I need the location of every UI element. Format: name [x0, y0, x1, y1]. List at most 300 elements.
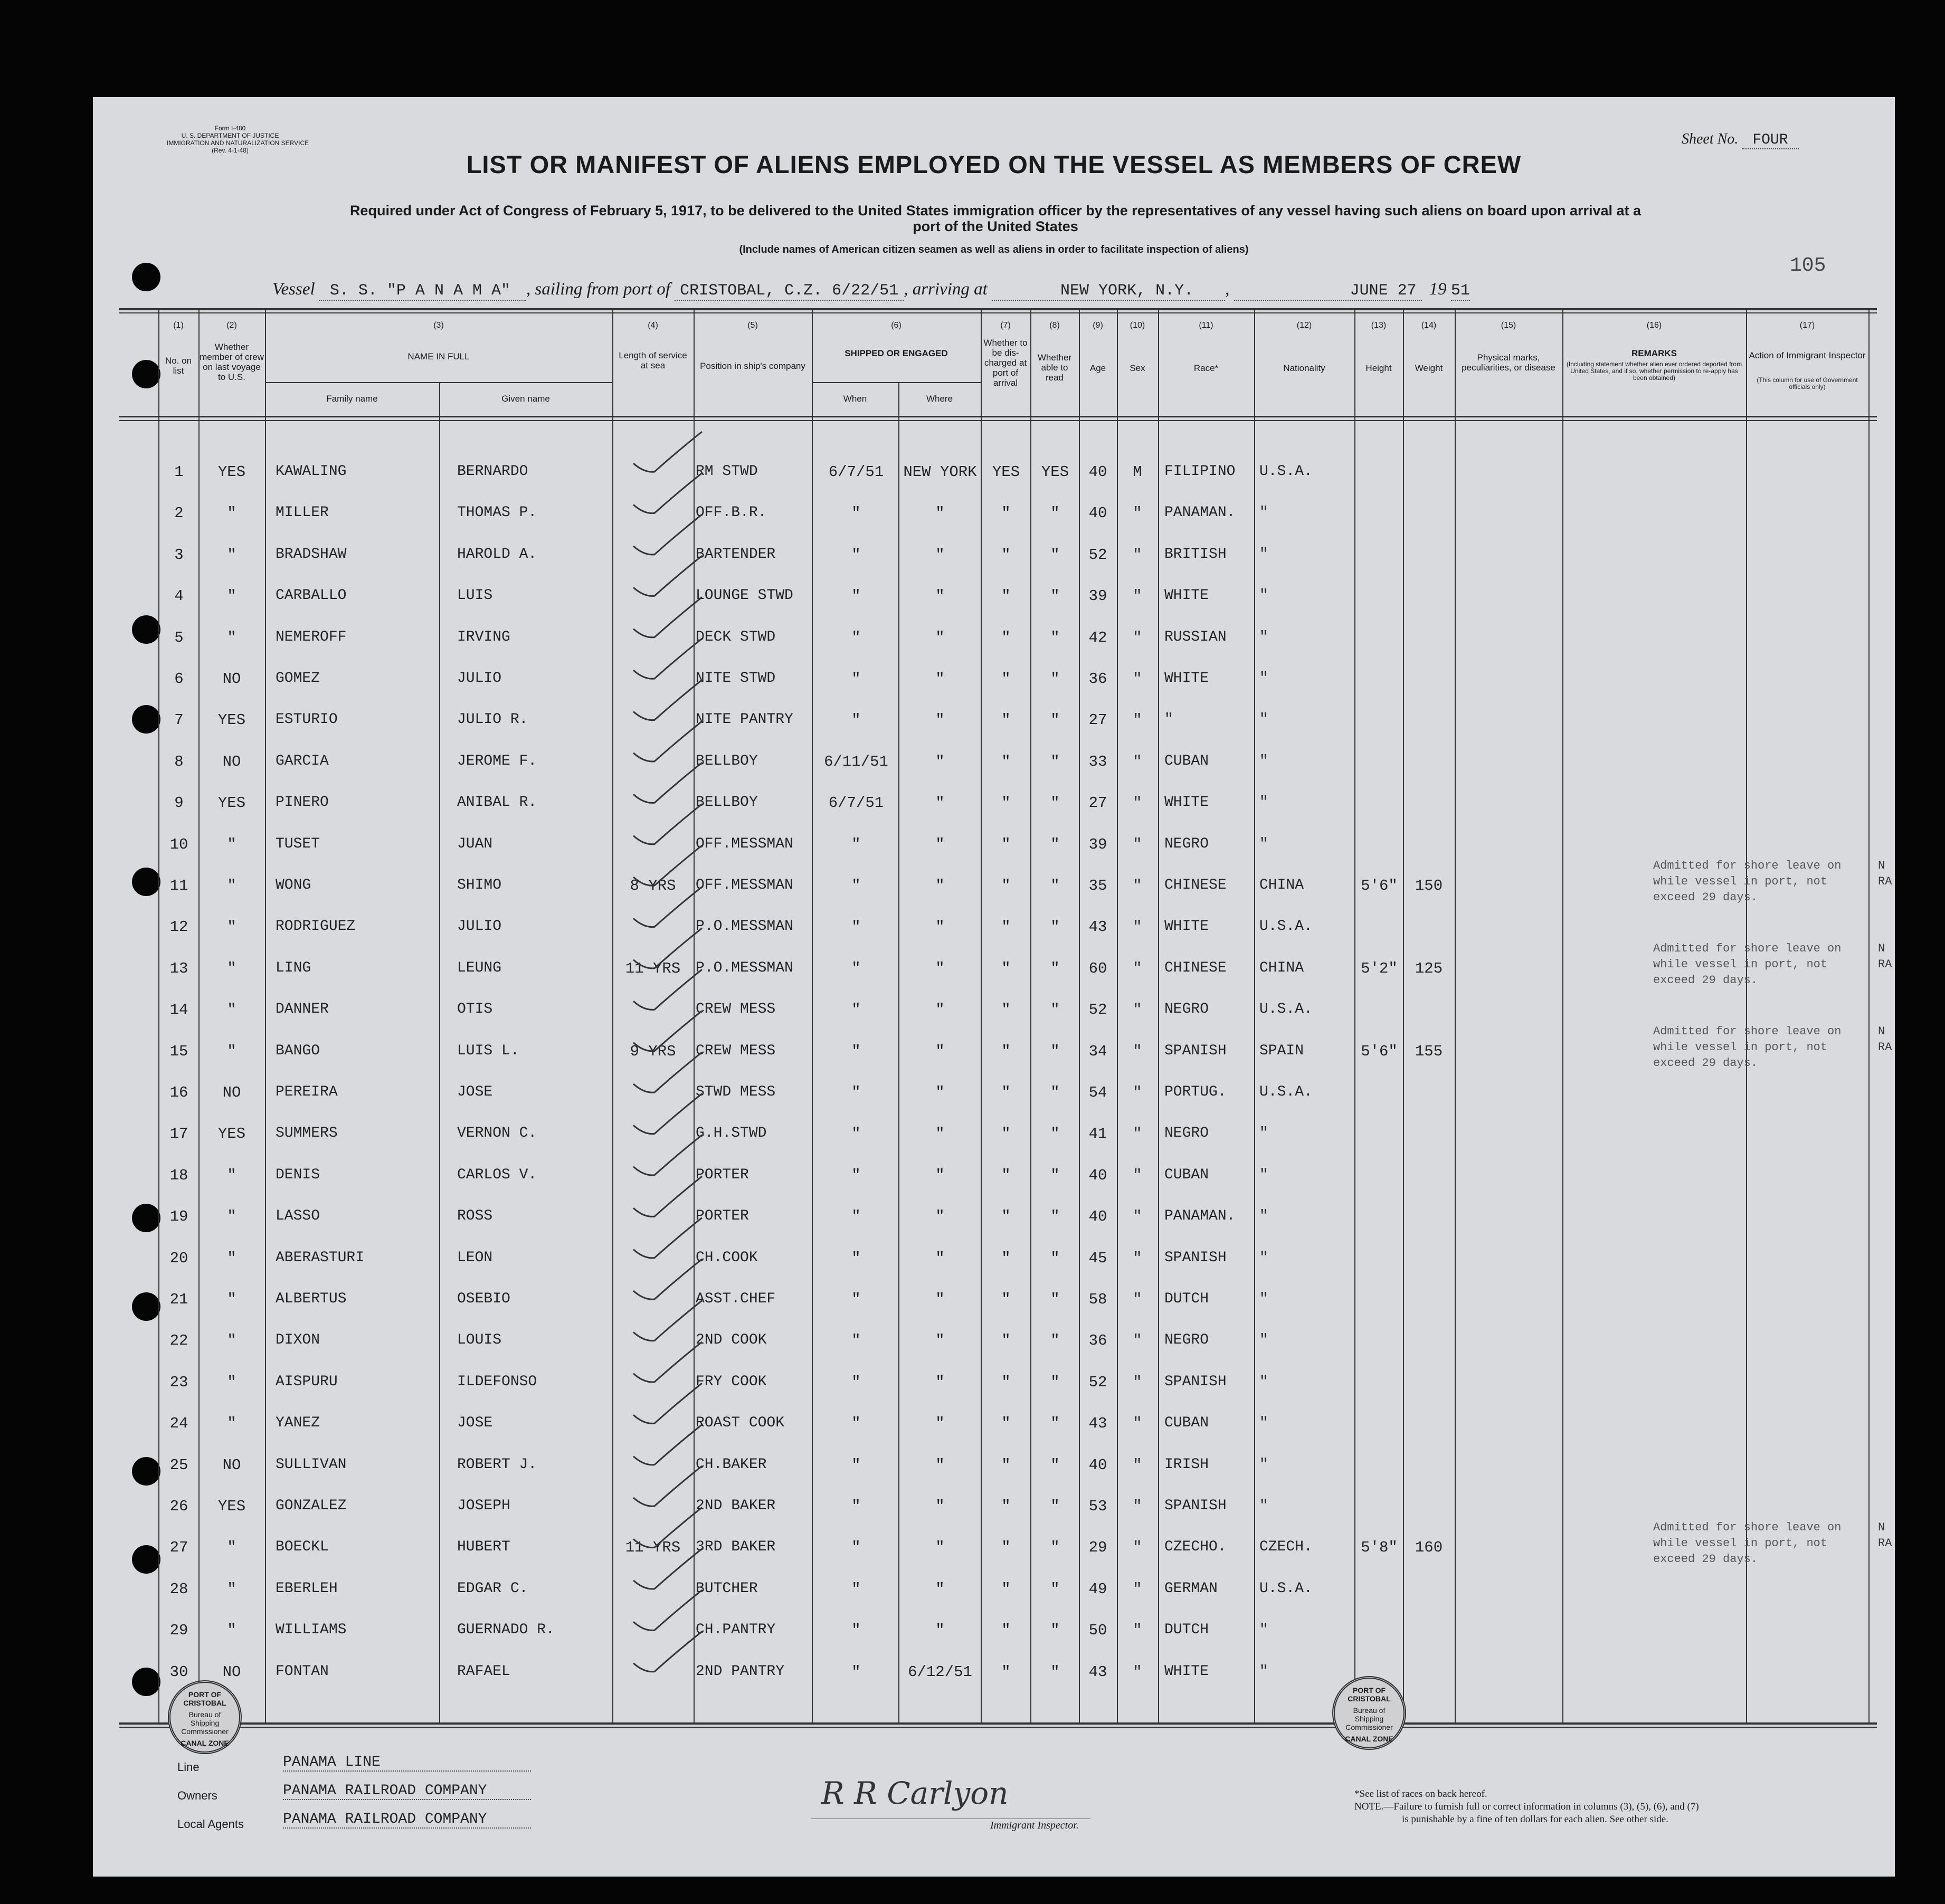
- checkmark-icon: [633, 887, 702, 927]
- cell-shipped-when: 6/7/51: [828, 794, 884, 812]
- cell-position: CH.COOK: [696, 1249, 758, 1266]
- cell-given-name: JOSEPH: [457, 1498, 510, 1514]
- checkmark-icon: [633, 597, 702, 637]
- cell-race: FILIPINO: [1164, 463, 1236, 480]
- cell-sex: ": [1133, 1332, 1142, 1350]
- cell-shipped-where: ": [935, 1001, 945, 1019]
- cell-shipped-when: ": [851, 1498, 861, 1515]
- checkmark-icon: [633, 1383, 702, 1423]
- remark-line: while vessel in port, not: [1653, 957, 1828, 971]
- cell-family-name: AISPURU: [276, 1373, 338, 1390]
- cell-nationality: U.S.A.: [1259, 1084, 1313, 1100]
- cell-shipped-when: ": [851, 1084, 861, 1101]
- cell-given-name: JULIO: [457, 918, 502, 935]
- cell-discharged: ": [1001, 877, 1011, 894]
- cell-previous-voyage: ": [227, 959, 236, 977]
- cell-shipped-where: ": [935, 1498, 945, 1515]
- cell-previous-voyage: NO: [222, 753, 241, 770]
- cell-race: SPANISH: [1164, 1042, 1227, 1059]
- cell-given-name: JUAN: [457, 835, 493, 852]
- cell-nationality: U.S.A.: [1259, 463, 1313, 480]
- cell-sex: ": [1133, 504, 1142, 522]
- cell-race: CHINESE: [1164, 877, 1227, 893]
- cell-given-name: ILDEFONSO: [457, 1373, 537, 1390]
- col-number: (9): [1093, 321, 1103, 330]
- checkmark-icon: [633, 680, 702, 720]
- checkmark-icon: [633, 1300, 702, 1340]
- cell-family-name: GOMEZ: [276, 670, 320, 687]
- cell-position: 2ND BAKER: [696, 1498, 776, 1514]
- col-number: (1): [173, 321, 184, 330]
- cell-row-number: 18: [169, 1166, 188, 1184]
- checkmark-icon: [633, 1466, 702, 1506]
- cell-row-number: 22: [169, 1332, 188, 1350]
- cell-age: 53: [1088, 1498, 1107, 1515]
- punch-hole: [132, 263, 160, 291]
- col-number: (6): [891, 321, 902, 330]
- cell-height: 5'8": [1361, 1539, 1398, 1557]
- cell-discharged: ": [1001, 794, 1011, 812]
- cell-position: ROAST COOK: [696, 1415, 785, 1432]
- cell-shipped-where: ": [935, 753, 945, 770]
- cell-row-number: 9: [174, 794, 184, 812]
- cell-given-name: LEON: [457, 1249, 493, 1266]
- cell-row-number: 26: [169, 1498, 188, 1515]
- cell-family-name: SULLIVAN: [276, 1456, 347, 1473]
- checkmark-icon: [633, 1342, 702, 1382]
- cell-position: BELLBOY: [696, 794, 758, 811]
- cell-previous-voyage: YES: [217, 794, 246, 812]
- cell-able-to-read: ": [1050, 794, 1060, 812]
- action-code: N: [1878, 1024, 1885, 1038]
- cell-previous-voyage: ": [227, 1539, 236, 1557]
- cell-position: RM STWD: [696, 463, 758, 480]
- checkmark-icon: [633, 1176, 702, 1216]
- cell-weight: 155: [1415, 1042, 1443, 1060]
- remark-line: Admitted for shore leave on: [1653, 941, 1842, 955]
- cell-row-number: 1: [174, 463, 184, 481]
- cell-sex: ": [1133, 1291, 1142, 1308]
- cell-previous-voyage: ": [227, 1332, 236, 1350]
- punch-hole: [132, 1457, 160, 1486]
- cell-row-number: 19: [169, 1208, 188, 1226]
- cell-family-name: EBERLEH: [276, 1580, 338, 1597]
- col-number: (11): [1199, 321, 1213, 330]
- col-header-nationality: Nationality: [1283, 363, 1325, 373]
- cell-sex: ": [1133, 670, 1142, 688]
- cell-row-number: 6: [174, 670, 184, 688]
- cell-able-to-read: ": [1050, 1125, 1060, 1143]
- cell-position: PORTER: [696, 1208, 749, 1225]
- cell-shipped-when: ": [851, 1622, 861, 1640]
- remark-line: exceed 29 days.: [1653, 1553, 1758, 1566]
- action-code: RA: [1878, 875, 1892, 888]
- cell-family-name: WILLIAMS: [276, 1622, 347, 1639]
- cell-previous-voyage: ": [227, 877, 236, 894]
- manifest-sheet: [93, 97, 1895, 1877]
- cell-position: OFF.MESSMAN: [696, 835, 793, 852]
- cell-previous-voyage: YES: [217, 1125, 246, 1143]
- cell-given-name: GUERNADO R.: [457, 1622, 555, 1639]
- cell-age: 39: [1088, 587, 1107, 605]
- cell-age: 36: [1088, 1332, 1107, 1350]
- voyage-line: Vessel S. S. "P A N A M A" , sailing from port of CRISTOBAL, C.Z. 6/22/51 , arriving at NEW YORK, N.Y. , JUNE 27 19 51: [272, 280, 1470, 300]
- cell-able-to-read: ": [1050, 1249, 1060, 1267]
- checkmark-icon: [633, 639, 702, 679]
- cell-row-number: 5: [174, 629, 184, 646]
- cell-given-name: JOSE: [457, 1084, 493, 1100]
- remark-line: exceed 29 days.: [1653, 1056, 1758, 1070]
- cell-shipped-where: ": [935, 1622, 945, 1640]
- cell-shipped-where: ": [935, 587, 945, 605]
- cell-sex: ": [1133, 1456, 1142, 1474]
- cell-given-name: LUIS: [457, 587, 493, 604]
- col-number: (17): [1799, 321, 1815, 330]
- cell-shipped-when: 6/7/51: [828, 463, 884, 481]
- cell-age: 52: [1088, 1001, 1107, 1019]
- checkmark-icon: [633, 1052, 702, 1092]
- cell-row-number: 29: [169, 1622, 188, 1640]
- action-code: N: [1878, 1521, 1885, 1535]
- col-header-no: No. on list: [165, 356, 192, 376]
- cell-family-name: ABERASTURI: [276, 1249, 365, 1266]
- cell-family-name: PEREIRA: [276, 1084, 338, 1100]
- punch-hole: [132, 705, 160, 734]
- cell-age: 40: [1088, 1166, 1107, 1184]
- cell-nationality: ": [1259, 1166, 1268, 1183]
- cell-discharged: YES: [992, 463, 1020, 481]
- cell-shipped-when: ": [851, 1042, 861, 1060]
- cell-race: CHINESE: [1164, 959, 1227, 976]
- cell-shipped-when: ": [851, 1539, 861, 1557]
- cell-discharged: ": [1001, 1249, 1011, 1267]
- cell-able-to-read: ": [1050, 1622, 1060, 1640]
- cell-row-number: 13: [169, 959, 188, 977]
- cell-position: P.O.MESSMAN: [696, 918, 793, 935]
- cell-race: WHITE: [1164, 670, 1209, 687]
- cell-length-of-service: 11 YRS: [625, 1539, 681, 1557]
- cell-shipped-where: ": [935, 1456, 945, 1474]
- cell-race: WHITE: [1164, 794, 1209, 811]
- cell-family-name: KAWALING: [276, 463, 347, 480]
- cell-position: 3RD BAKER: [696, 1539, 776, 1556]
- cell-previous-voyage: ": [227, 1166, 236, 1184]
- cell-shipped-where: ": [935, 1125, 945, 1143]
- cell-sex: ": [1133, 1415, 1142, 1433]
- cell-previous-voyage: ": [227, 1373, 236, 1391]
- cell-row-number: 12: [169, 918, 188, 936]
- cell-position: DECK STWD: [696, 629, 776, 645]
- remark-line: Admitted for shore leave on: [1653, 1024, 1842, 1038]
- col-header-height: Height: [1365, 363, 1392, 373]
- col-header-weight: Weight: [1415, 363, 1443, 373]
- cell-previous-voyage: ": [227, 1208, 236, 1226]
- cell-shipped-where: ": [935, 1373, 945, 1391]
- punch-hole: [132, 1668, 160, 1696]
- cell-able-to-read: ": [1050, 504, 1060, 522]
- cell-able-to-read: ": [1050, 877, 1060, 894]
- cell-row-number: 24: [169, 1415, 188, 1433]
- cell-row-number: 10: [169, 835, 188, 853]
- col-header-remarks-note: (Including statement whether alien ever ordered deported from United States, and if so, whether permission to re-apply has been obtained): [1566, 360, 1742, 382]
- col-header-family-name: Family name: [326, 394, 378, 404]
- cell-shipped-where: ": [935, 1415, 945, 1433]
- cell-previous-voyage: ": [227, 1622, 236, 1640]
- cell-age: 36: [1088, 670, 1107, 688]
- punch-hole: [132, 360, 160, 388]
- cell-sex: ": [1133, 1580, 1142, 1598]
- cell-given-name: IRVING: [457, 629, 510, 645]
- cell-family-name: ESTURIO: [276, 711, 338, 728]
- cell-previous-voyage: ": [227, 629, 236, 646]
- cell-nationality: ": [1259, 1415, 1268, 1432]
- cell-shipped-where: ": [935, 1580, 945, 1598]
- arrival-port: NEW YORK, N.Y.: [992, 282, 1225, 301]
- cell-nationality: CHINA: [1259, 959, 1304, 976]
- checkmark-icon: [633, 721, 702, 761]
- cell-shipped-when: ": [851, 670, 861, 688]
- cell-discharged: ": [1001, 1332, 1011, 1350]
- col-header-sex: Sex: [1130, 363, 1145, 373]
- cell-age: 33: [1088, 753, 1107, 770]
- cell-discharged: ": [1001, 1539, 1011, 1557]
- cell-shipped-where: NEW YORK: [903, 463, 977, 481]
- punch-hole: [132, 868, 160, 896]
- cell-shipped-where: ": [935, 835, 945, 853]
- cell-race: NEGRO: [1164, 1125, 1209, 1142]
- punch-hole: [132, 615, 160, 644]
- cell-race: SPANISH: [1164, 1249, 1227, 1266]
- cell-age: 52: [1088, 1373, 1107, 1391]
- cell-shipped-when: ": [851, 1001, 861, 1019]
- cell-given-name: EDGAR C.: [457, 1580, 528, 1597]
- cell-family-name: WONG: [276, 877, 311, 893]
- cell-position: CH.BAKER: [696, 1456, 767, 1473]
- cell-shipped-when: ": [851, 711, 861, 729]
- cell-row-number: 7: [174, 711, 184, 729]
- cell-age: 39: [1088, 835, 1107, 853]
- checkmark-icon: [633, 1507, 702, 1547]
- shore-leave-remark: [1653, 1024, 1841, 1071]
- cell-discharged: ": [1001, 504, 1011, 522]
- cell-given-name: SHIMO: [457, 877, 502, 893]
- cell-previous-voyage: ": [227, 1042, 236, 1060]
- cell-able-to-read: ": [1050, 546, 1060, 564]
- cell-nationality: ": [1259, 835, 1268, 852]
- cell-nationality: ": [1259, 1291, 1268, 1307]
- cell-nationality: ": [1259, 504, 1268, 521]
- cell-able-to-read: ": [1050, 753, 1060, 770]
- cell-family-name: LASSO: [276, 1208, 320, 1225]
- cell-shipped-where: ": [935, 1291, 945, 1308]
- cell-sex: ": [1133, 1498, 1142, 1515]
- cell-sex: ": [1133, 1249, 1142, 1267]
- cell-row-number: 14: [169, 1001, 188, 1019]
- cell-family-name: BANGO: [276, 1042, 320, 1059]
- col-number: (3): [433, 321, 444, 330]
- cell-height: 5'6": [1361, 877, 1398, 894]
- cell-sex: ": [1133, 918, 1142, 936]
- cell-position: 2ND PANTRY: [696, 1663, 785, 1680]
- cell-given-name: JOSE: [457, 1415, 493, 1432]
- cell-race: NEGRO: [1164, 835, 1209, 852]
- cell-given-name: HAROLD A.: [457, 546, 537, 563]
- cell-row-number: 17: [169, 1125, 188, 1143]
- cell-able-to-read: ": [1050, 1580, 1060, 1598]
- cell-age: 34: [1088, 1042, 1107, 1060]
- cell-nationality: ": [1259, 1332, 1268, 1349]
- cell-family-name: GARCIA: [276, 753, 329, 769]
- cell-family-name: YANEZ: [276, 1415, 320, 1432]
- remark-line: while vessel in port, not: [1653, 875, 1828, 888]
- action-code: RA: [1878, 1040, 1892, 1054]
- cell-sex: ": [1133, 1042, 1142, 1060]
- cell-discharged: ": [1001, 1166, 1011, 1184]
- cell-discharged: ": [1001, 546, 1011, 564]
- cell-shipped-when: ": [851, 1208, 861, 1226]
- cell-nationality: CZECH.: [1259, 1539, 1313, 1556]
- cell-previous-voyage: ": [227, 1291, 236, 1308]
- cell-given-name: ROSS: [457, 1208, 493, 1225]
- action-code: N: [1878, 859, 1885, 872]
- checkmark-icon: [633, 1632, 702, 1672]
- cell-race: SPANISH: [1164, 1373, 1227, 1390]
- cell-nationality: ": [1259, 753, 1268, 769]
- cell-sex: ": [1133, 1125, 1142, 1143]
- cell-height: 5'2": [1361, 959, 1398, 977]
- form-identifier: Form I-480 U. S. DEPARTMENT OF JUSTICE IMMIGRATION AND NATURALIZATION SERVICE (Rev. 4-1-48): [167, 125, 309, 154]
- cell-race: PANAMAN.: [1164, 504, 1236, 521]
- cell-shipped-where: ": [935, 877, 945, 894]
- action-code: RA: [1878, 1537, 1892, 1550]
- cell-race: ": [1164, 711, 1173, 728]
- cell-discharged: ": [1001, 1042, 1011, 1060]
- cell-shipped-when: ": [851, 835, 861, 853]
- cell-weight: 150: [1415, 877, 1443, 894]
- cell-sex: ": [1133, 1208, 1142, 1226]
- cell-race: WHITE: [1164, 918, 1209, 935]
- agents-value: PANAMA RAILROAD COMPANY: [283, 1811, 531, 1829]
- cell-family-name: DIXON: [276, 1332, 320, 1349]
- checkmark-icon: [633, 1549, 702, 1589]
- remark-line: while vessel in port, not: [1653, 1537, 1828, 1550]
- cell-able-to-read: ": [1050, 1456, 1060, 1474]
- cell-shipped-when: ": [851, 1456, 861, 1474]
- cell-position: OFF.B.R.: [696, 504, 767, 521]
- cell-race: NEGRO: [1164, 1001, 1209, 1018]
- agents-label: Local Agents: [177, 1817, 244, 1831]
- col-header-read: Whether able to read: [1037, 353, 1072, 383]
- cell-previous-voyage: ": [227, 504, 236, 522]
- footer-note: *See list of races on back hereof. NOTE.—Failure to furnish full or correct information in columns (3), (5), (6), and (7) is punishable by a fine of ten dollars for each alien. See other side.: [1354, 1788, 1699, 1825]
- cell-age: 29: [1088, 1539, 1107, 1557]
- cell-given-name: LEUNG: [457, 959, 502, 976]
- cell-shipped-where: 6/12/51: [908, 1663, 972, 1681]
- cell-row-number: 28: [169, 1580, 188, 1598]
- departure-port: CRISTOBAL, C.Z. 6/22/51: [675, 282, 904, 301]
- cell-given-name: HUBERT: [457, 1539, 510, 1556]
- col-header-action: Action of Immigrant Inspector: [1749, 350, 1866, 360]
- cell-shipped-when: ": [851, 1373, 861, 1391]
- col-number: (2): [226, 321, 237, 330]
- cell-family-name: GONZALEZ: [276, 1498, 347, 1514]
- cell-position: ASST.CHEF: [696, 1291, 776, 1307]
- cell-family-name: BOECKL: [276, 1539, 329, 1556]
- remark-line: Admitted for shore leave on: [1653, 1521, 1842, 1535]
- checkmark-icon: [633, 845, 702, 886]
- cell-shipped-when: ": [851, 1249, 861, 1267]
- cell-able-to-read: YES: [1041, 463, 1069, 481]
- cell-age: 43: [1088, 918, 1107, 936]
- cell-sex: ": [1133, 1084, 1142, 1101]
- cell-nationality: ": [1259, 629, 1268, 645]
- remark-line: Admitted for shore leave on: [1653, 859, 1842, 872]
- cell-able-to-read: ": [1050, 1498, 1060, 1515]
- cell-family-name: NEMEROFF: [276, 629, 347, 645]
- cell-nationality: ": [1259, 1456, 1268, 1473]
- cell-nationality: U.S.A.: [1259, 918, 1313, 935]
- cell-discharged: ": [1001, 629, 1011, 646]
- inspector-action: [1878, 1520, 1892, 1551]
- cell-sex: ": [1133, 1663, 1142, 1681]
- cell-given-name: THOMAS P.: [457, 504, 537, 521]
- cell-nationality: U.S.A.: [1259, 1580, 1313, 1597]
- cell-sex: ": [1133, 587, 1142, 605]
- cell-race: CUBAN: [1164, 1166, 1209, 1183]
- cell-shipped-when: 6/11/51: [824, 753, 888, 770]
- arrival-date: JUNE 27: [1234, 282, 1422, 301]
- cell-age: 40: [1088, 1456, 1107, 1474]
- cell-race: CUBAN: [1164, 1415, 1209, 1432]
- cell-able-to-read: ": [1050, 1291, 1060, 1308]
- cell-family-name: DENIS: [276, 1166, 320, 1183]
- cell-nationality: ": [1259, 1249, 1268, 1266]
- cell-nationality: ": [1259, 1208, 1268, 1225]
- checkmark-icon: [633, 1093, 702, 1134]
- inspector-signature: R R Carlyon: [821, 1775, 1009, 1811]
- cell-sex: ": [1133, 959, 1142, 977]
- checkmark-icon: [633, 763, 702, 803]
- cell-race: SPANISH: [1164, 1498, 1227, 1514]
- cell-discharged: ": [1001, 1580, 1011, 1598]
- cell-row-number: 27: [169, 1539, 188, 1557]
- cell-given-name: CARLOS V.: [457, 1166, 537, 1183]
- cell-race: CZECHO.: [1164, 1539, 1227, 1556]
- cell-position: BARTENDER: [696, 546, 776, 563]
- cell-age: 42: [1088, 629, 1107, 646]
- checkmark-icon: [633, 969, 702, 1010]
- cell-weight: 160: [1415, 1539, 1443, 1557]
- shore-leave-remark: [1653, 941, 1841, 988]
- cell-shipped-where: ": [935, 670, 945, 688]
- cell-position: PORTER: [696, 1166, 749, 1183]
- cell-discharged: ": [1001, 1663, 1011, 1681]
- cell-nationality: ": [1259, 546, 1268, 563]
- cell-previous-voyage: NO: [222, 1663, 241, 1681]
- cell-shipped-when: ": [851, 629, 861, 646]
- cell-discharged: ": [1001, 918, 1011, 936]
- cell-race: PORTUG.: [1164, 1084, 1227, 1100]
- cell-nationality: ": [1259, 587, 1268, 604]
- cell-sex: ": [1133, 1539, 1142, 1557]
- cell-shipped-where: ": [935, 1042, 945, 1060]
- col-header-given-name: Given name: [501, 394, 550, 404]
- cell-shipped-when: ": [851, 918, 861, 936]
- cell-position: CH.PANTRY: [696, 1622, 776, 1639]
- cell-previous-voyage: ": [227, 1415, 236, 1433]
- document-instructions: (Include names of American citizen seamen as well as aliens in order to facilitate inspection of aliens): [739, 244, 1249, 255]
- cell-nationality: U.S.A.: [1259, 1001, 1313, 1018]
